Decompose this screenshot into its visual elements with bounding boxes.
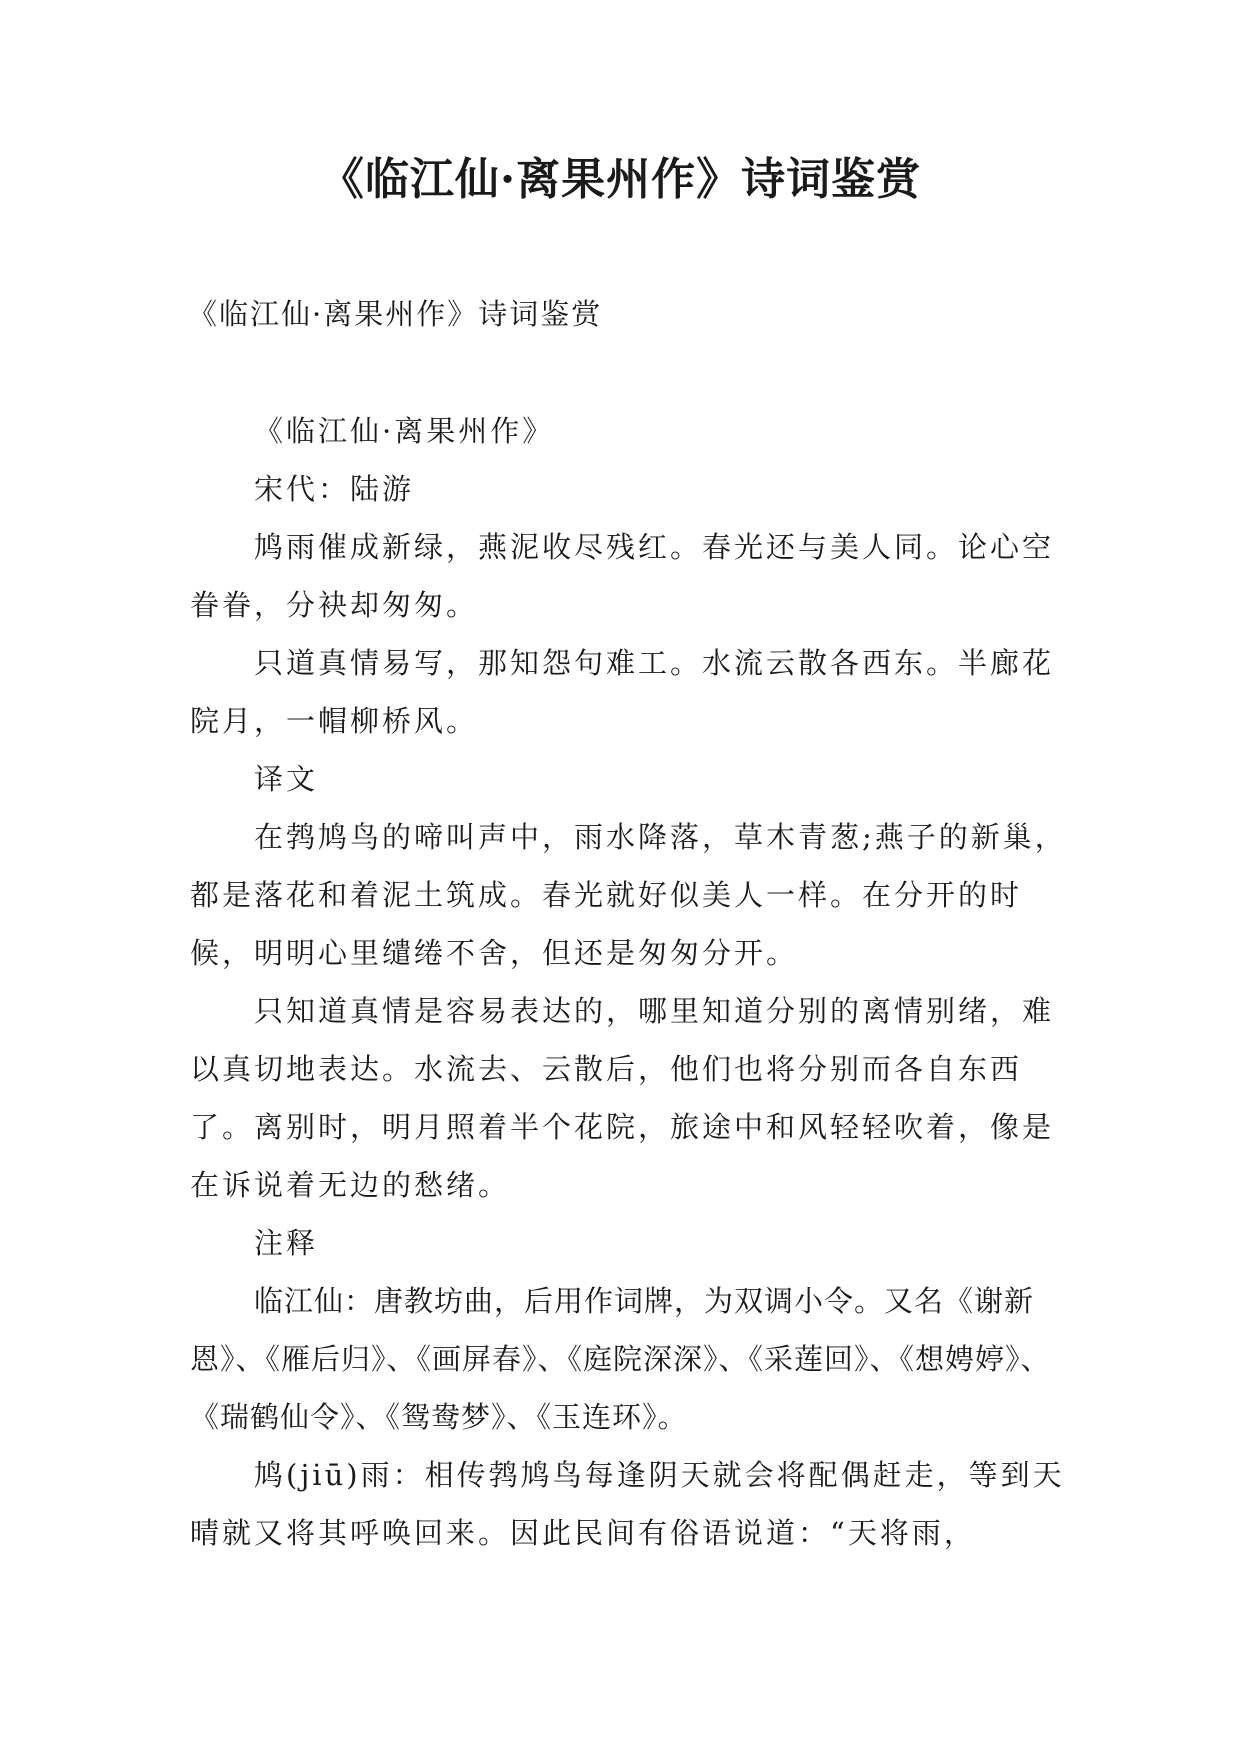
page-title: 《临江仙·离果州作》诗词鉴赏: [319, 154, 922, 205]
poem-title: 《临江仙·离果州作》: [254, 414, 555, 448]
poem-author: 宋代：陆游: [254, 472, 415, 506]
document-body: [190, 402, 1070, 1562]
poem-stanza-1: 鸠雨催成新绿，燕泥收尽残红。春光还与美人同。论心空眷眷，分袂却匆匆。: [190, 530, 1055, 622]
document-subtitle: 《临江仙·离果州作》诗词鉴赏: [188, 297, 603, 331]
note-paragraph-2: 鸠(jiū)雨：相传鹁鸠鸟每逢阴天就会将配偶赶走，等到天晴就又将其呼唤回来。因此民间有俗语说道：“天将雨，: [190, 1458, 1065, 1550]
translation-paragraph-1: 在鹁鸠鸟的啼叫声中，雨水降落，草木青葱;燕子的新巢，都是落花和着泥土筑成。春光就好似美人一样。在分开的时候，明明心里缱绻不舍，但还是匆匆分开。: [190, 820, 1067, 970]
section-heading-translation: 译文: [254, 762, 319, 796]
translation-paragraph-2: 只知道真情是容易表达的，哪里知道分别的离情别绪，难以真切地表达。水流去、云散后，他们也将分别而各自东西了。离别时，明月照着半个花院，旅途中和风轻轻吹着，像是在诉说着无边的愁绪。: [190, 994, 1055, 1202]
section-heading-notes: 注释: [254, 1226, 319, 1260]
poem-stanza-2: 只道真情易写，那知怨句难工。水流云散各西东。半廊花院月，一帽柳桥风。: [190, 646, 1055, 738]
note-paragraph-1: 临江仙：唐教坊曲，后用作词牌，为双调小令。又名《谢新恩》、《雁后归》、《画屏春》、《庭院深深》、《采莲回》、《想娉婷》、《瑞鹤仙令》、《鸳鸯梦》、《玉连环》。: [190, 1284, 1051, 1434]
